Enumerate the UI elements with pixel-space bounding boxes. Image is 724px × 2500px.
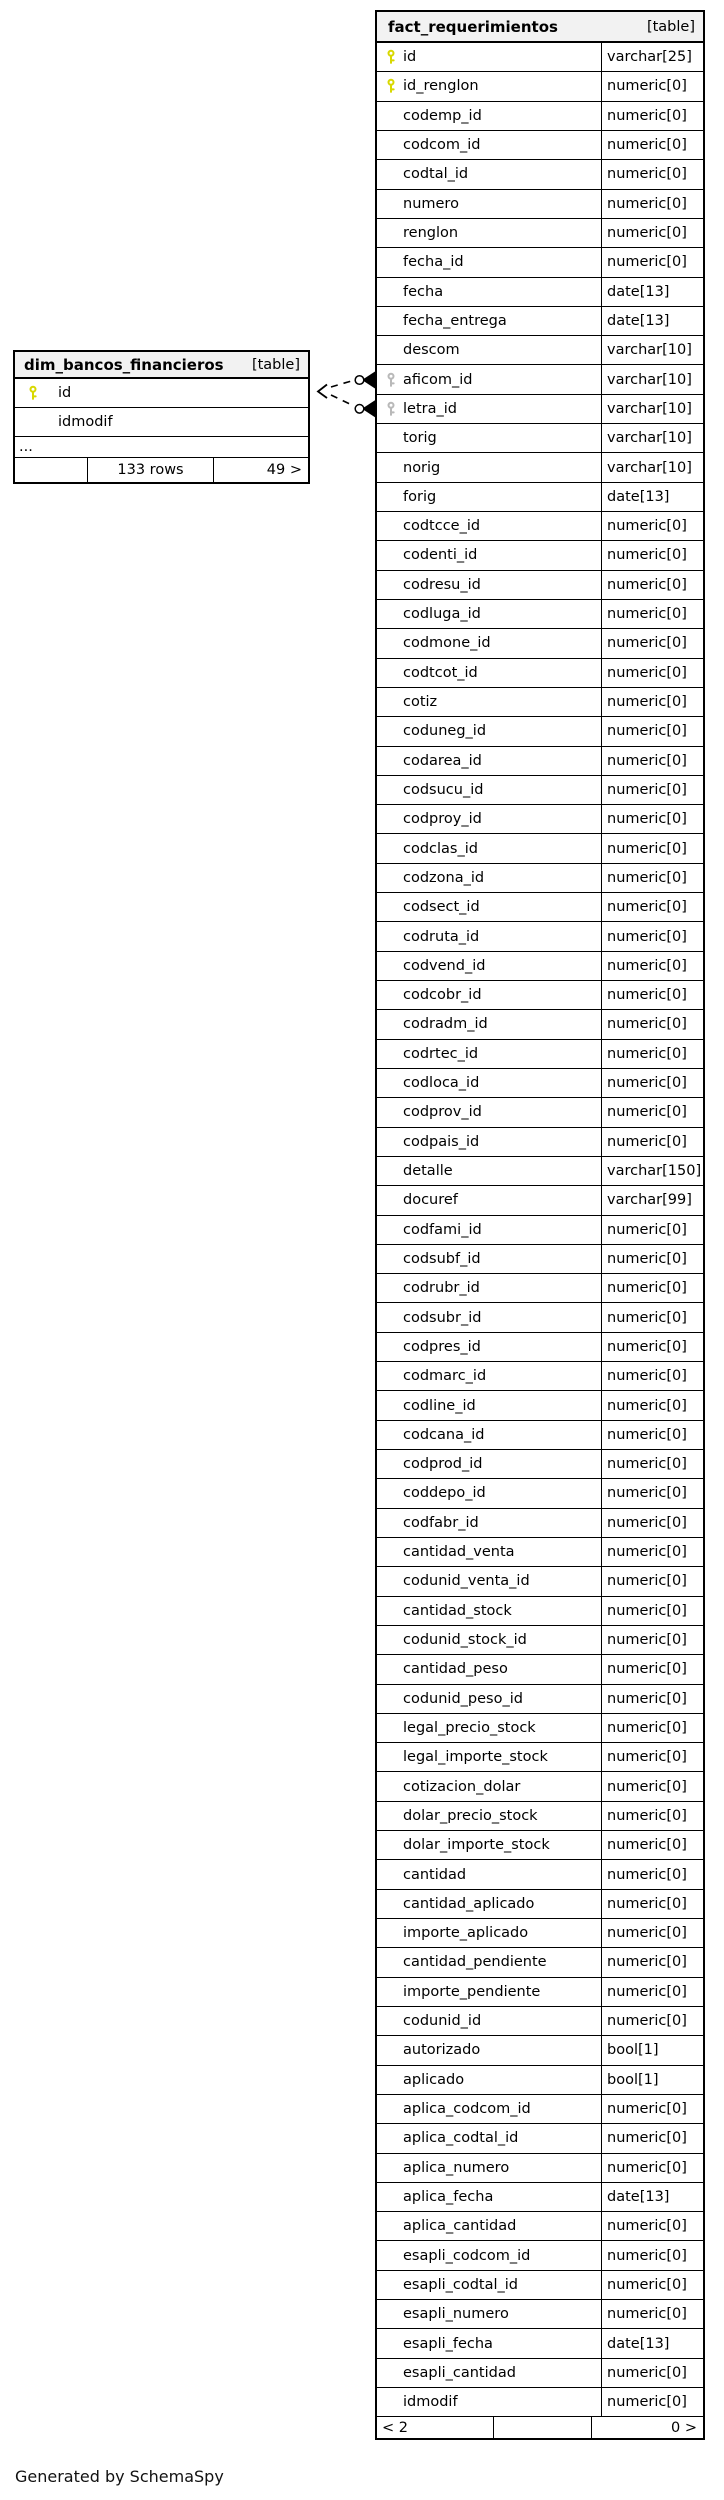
fact-column-row (377, 219, 703, 248)
column-type: numeric[0] (601, 1216, 703, 1244)
fact-column-row (377, 1919, 703, 1948)
column-name: esapli_codcom_id (403, 2247, 531, 2264)
column-type: date[13] (601, 278, 703, 306)
column-name: aplica_codcom_id (403, 2101, 531, 2118)
fact-column-row (377, 629, 703, 658)
fact-column-row (377, 864, 703, 893)
dim-table-footer (15, 458, 308, 482)
column-type: numeric[0] (601, 190, 703, 218)
column-name: codmone_id (403, 635, 491, 652)
fact-column-row (377, 483, 703, 512)
fact-column-row (377, 1802, 703, 1831)
column-name: codradm_id (403, 1016, 488, 1033)
fact-column-row (377, 541, 703, 570)
column-name: codtcot_id (403, 664, 478, 681)
column-name: codruta_id (403, 928, 480, 945)
column-type: varchar[99] (601, 1186, 703, 1214)
fact-column-row (377, 659, 703, 688)
dim-bancos-financieros-table (13, 350, 310, 484)
column-name: importe_aplicado (403, 1925, 529, 1942)
fact-column-row (377, 1860, 703, 1889)
column-type: numeric[0] (601, 893, 703, 921)
column-type: numeric[0] (601, 629, 703, 657)
relationship-connector-aficom (331, 372, 375, 389)
column-name: codcobr_id (403, 987, 482, 1004)
column-type: numeric[0] (601, 248, 703, 276)
fact-column-row (377, 1948, 703, 1977)
column-name: codpais_id (403, 1133, 480, 1150)
column-type: numeric[0] (601, 864, 703, 892)
column-name: id (403, 49, 417, 66)
key-icon (386, 78, 396, 94)
column-name: norig (403, 459, 441, 476)
column-type: date[13] (601, 2183, 703, 2211)
column-type: varchar[10] (601, 395, 703, 423)
column-name: detalle (403, 1163, 453, 1180)
fact-column-row (377, 922, 703, 951)
fact-column-row (377, 1831, 703, 1860)
column-type: numeric[0] (601, 747, 703, 775)
relationship-connector-letra (331, 395, 375, 417)
column-name: codsucu_id (403, 781, 484, 798)
column-type: numeric[0] (601, 131, 703, 159)
fact-column-row (377, 1509, 703, 1538)
fact-column-row (377, 893, 703, 922)
column-name: torig (403, 430, 437, 447)
column-name: esapli_cantidad (403, 2364, 516, 2381)
column-name: descom (403, 342, 460, 359)
fact-column-row (377, 1450, 703, 1479)
column-name: cantidad (403, 1866, 467, 1883)
column-name: codluga_id (403, 606, 481, 623)
fact-column-row (377, 805, 703, 834)
fact-footer-parents-link[interactable]: < 2 (382, 2419, 408, 2436)
column-type: numeric[0] (601, 1333, 703, 1361)
column-type: numeric[0] (601, 2154, 703, 2182)
fact-column-row (377, 1626, 703, 1655)
column-type: varchar[10] (601, 453, 703, 481)
column-type: date[13] (601, 483, 703, 511)
dim-footer-parents (15, 458, 87, 482)
column-name: cotiz (403, 694, 438, 711)
column-type: numeric[0] (601, 1685, 703, 1713)
column-name: codrubr_id (403, 1280, 480, 1297)
column-type: numeric[0] (601, 776, 703, 804)
column-name: dolar_importe_stock (403, 1837, 550, 1854)
column-name: codunid_venta_id (403, 1573, 530, 1590)
dim-table-header (15, 352, 308, 379)
fact-table-footer (377, 2417, 703, 2438)
column-name: codfami_id (403, 1221, 482, 1238)
column-type: numeric[0] (601, 1567, 703, 1595)
fact-column-row (377, 571, 703, 600)
column-name: codproy_id (403, 811, 482, 828)
column-type: numeric[0] (601, 2212, 703, 2240)
column-type: numeric[0] (601, 1802, 703, 1830)
column-type: varchar[10] (601, 336, 703, 364)
fact-column-row (377, 102, 703, 131)
column-name: idmodif (403, 2394, 458, 2411)
fact-table-name[interactable]: fact_requerimientos (388, 17, 558, 36)
column-type: numeric[0] (601, 2388, 703, 2416)
column-type: numeric[0] (601, 1421, 703, 1449)
column-name: codsubr_id (403, 1309, 482, 1326)
column-name: codunid_peso_id (403, 1690, 523, 1707)
column-name: codline_id (403, 1397, 476, 1414)
column-type: numeric[0] (601, 659, 703, 687)
fact-column-row (377, 131, 703, 160)
column-name: aplica_fecha (403, 2188, 494, 2205)
fact-column-row (377, 1010, 703, 1039)
fact-column-row (377, 365, 703, 394)
fact-column-row (377, 1362, 703, 1391)
column-name: codmarc_id (403, 1368, 487, 1385)
column-name: codenti_id (403, 547, 478, 564)
fact-requerimientos-table (375, 10, 705, 2440)
column-name: codprov_id (403, 1104, 482, 1121)
column-type: numeric[0] (601, 1860, 703, 1888)
relationship-source-marker (318, 385, 327, 399)
fact-column-row (377, 72, 703, 101)
column-type: numeric[0] (601, 2359, 703, 2387)
column-type: numeric[0] (601, 1978, 703, 2006)
fact-column-row (377, 43, 703, 72)
column-name: codtcce_id (403, 518, 481, 535)
column-name: codunid_id (403, 2013, 482, 2030)
fact-footer-row-count (493, 2417, 591, 2438)
column-type: numeric[0] (601, 834, 703, 862)
fact-column-row (377, 1714, 703, 1743)
column-type: bool[1] (601, 2066, 703, 2094)
dim-table-name[interactable]: dim_bancos_financieros (24, 355, 224, 374)
column-type: numeric[0] (601, 1597, 703, 1625)
column-type: numeric[0] (601, 922, 703, 950)
column-name: fecha (403, 283, 444, 300)
column-name: codemp_id (403, 107, 482, 124)
fact-column-row (377, 1685, 703, 1714)
column-name: cantidad_aplicado (403, 1895, 535, 1912)
dim-footer-row-count: 133 rows (87, 458, 213, 482)
column-type: numeric[0] (601, 72, 703, 100)
fact-column-row (377, 1597, 703, 1626)
column-type: numeric[0] (601, 541, 703, 569)
column-name: codloca_id (403, 1075, 480, 1092)
column-type: date[13] (601, 307, 703, 335)
fact-column-row (377, 600, 703, 629)
column-type: numeric[0] (601, 1919, 703, 1947)
column-name: codvend_id (403, 957, 486, 974)
column-name: codtal_id (403, 166, 469, 183)
fact-column-row (377, 395, 703, 424)
fact-column-row (377, 1743, 703, 1772)
column-name: autorizado (403, 2042, 481, 2059)
column-name: cantidad_pendiente (403, 1954, 547, 1971)
column-type: numeric[0] (601, 102, 703, 130)
fact-column-row (377, 1128, 703, 1157)
fact-column-row (377, 747, 703, 776)
column-name: cotizacion_dolar (403, 1778, 521, 1795)
column-name: codrtec_id (403, 1045, 479, 1062)
column-type: numeric[0] (601, 2007, 703, 2035)
column-type: numeric[0] (601, 805, 703, 833)
generator-credit: Generated by SchemaSpy (15, 2467, 224, 2486)
column-name: codsect_id (403, 899, 480, 916)
dim-table-tag: [table] (251, 356, 300, 373)
fact-table-header (377, 12, 703, 43)
column-type: numeric[0] (601, 1479, 703, 1507)
column-name: cantidad_venta (403, 1544, 515, 1561)
column-name: fecha_id (403, 254, 464, 271)
fact-column-row (377, 2271, 703, 2300)
column-name: codzona_id (403, 869, 485, 886)
key-icon (28, 385, 38, 401)
fact-column-row (377, 1391, 703, 1420)
column-name: idmodif (58, 414, 113, 430)
column-type: numeric[0] (601, 1714, 703, 1742)
column-name: docuref (403, 1192, 458, 1209)
column-type: numeric[0] (601, 571, 703, 599)
column-name: codpres_id (403, 1338, 481, 1355)
column-name: renglon (403, 225, 459, 242)
fact-column-row (377, 2124, 703, 2153)
column-name: coduneg_id (403, 723, 487, 740)
column-type: numeric[0] (601, 600, 703, 628)
column-name: fecha_entrega (403, 312, 507, 329)
column-name: codclas_id (403, 840, 478, 857)
column-type: numeric[0] (601, 2095, 703, 2123)
column-type: numeric[0] (601, 2241, 703, 2269)
more-columns-indicator: ... (15, 437, 308, 458)
fact-column-row (377, 1098, 703, 1127)
column-type: numeric[0] (601, 1890, 703, 1918)
key-icon (386, 401, 396, 417)
fact-column-row (377, 2359, 703, 2388)
fact-column-row (377, 1772, 703, 1801)
column-name: forig (403, 488, 437, 505)
dim-column-row (15, 408, 308, 437)
column-name: codprod_id (403, 1456, 483, 1473)
column-name: aplica_numero (403, 2159, 510, 2176)
column-type: numeric[0] (601, 1948, 703, 1976)
column-type: numeric[0] (601, 219, 703, 247)
column-name: id (58, 385, 72, 401)
fact-column-row (377, 1567, 703, 1596)
fact-column-row (377, 1978, 703, 2007)
column-name: aficom_id (403, 371, 473, 388)
column-type: numeric[0] (601, 1362, 703, 1390)
fact-column-row (377, 981, 703, 1010)
column-type: numeric[0] (601, 1391, 703, 1419)
fact-footer-children-link[interactable]: 0 > (591, 2417, 703, 2438)
column-type: numeric[0] (601, 1040, 703, 1068)
column-name: dolar_precio_stock (403, 1807, 538, 1824)
column-type: numeric[0] (601, 981, 703, 1009)
column-type: numeric[0] (601, 1743, 703, 1771)
fact-column-row (377, 1479, 703, 1508)
column-name: legal_precio_stock (403, 1719, 536, 1736)
column-type: numeric[0] (601, 2300, 703, 2328)
fact-column-row (377, 1421, 703, 1450)
column-type: numeric[0] (601, 1831, 703, 1859)
column-type: numeric[0] (601, 1655, 703, 1683)
fact-column-row (377, 190, 703, 219)
column-name: cantidad_stock (403, 1602, 512, 1619)
fact-column-row (377, 776, 703, 805)
column-type: numeric[0] (601, 1098, 703, 1126)
column-type: numeric[0] (601, 2271, 703, 2299)
column-name: aplica_cantidad (403, 2218, 517, 2235)
fact-column-row (377, 424, 703, 453)
fact-column-row (377, 2007, 703, 2036)
column-type: numeric[0] (601, 1274, 703, 1302)
fact-column-row (377, 2036, 703, 2065)
column-type: numeric[0] (601, 1010, 703, 1038)
fact-column-row (377, 952, 703, 981)
column-name: esapli_numero (403, 2306, 509, 2323)
column-type: numeric[0] (601, 1303, 703, 1331)
fact-column-row (377, 512, 703, 541)
fact-column-row (377, 336, 703, 365)
fact-column-row (377, 1245, 703, 1274)
column-type: bool[1] (601, 2036, 703, 2064)
column-name: letra_id (403, 400, 457, 417)
fact-column-row (377, 1303, 703, 1332)
fact-column-row (377, 1890, 703, 1919)
fact-column-row (377, 1333, 703, 1362)
fact-column-row (377, 248, 703, 277)
column-name: cantidad_peso (403, 1661, 508, 1678)
column-name: aplica_codtal_id (403, 2130, 519, 2147)
column-name: importe_pendiente (403, 1983, 541, 2000)
fact-column-row (377, 1157, 703, 1186)
dim-column-list (15, 379, 308, 437)
column-name: legal_importe_stock (403, 1749, 548, 1766)
column-name: codfabr_id (403, 1514, 479, 1531)
fact-column-list (377, 43, 703, 2417)
column-name: esapli_codtal_id (403, 2276, 519, 2293)
fact-column-row (377, 2154, 703, 2183)
column-type: numeric[0] (601, 1069, 703, 1097)
dim-footer-children-link[interactable]: 49 > (213, 458, 308, 482)
column-type: numeric[0] (601, 1626, 703, 1654)
fact-column-row (377, 2066, 703, 2095)
fact-column-row (377, 1069, 703, 1098)
fact-column-row (377, 2300, 703, 2329)
fact-column-row (377, 2095, 703, 2124)
fact-column-row (377, 1186, 703, 1215)
column-type: varchar[25] (601, 43, 703, 71)
fact-column-row (377, 2388, 703, 2417)
column-type: varchar[10] (601, 365, 703, 393)
column-name: codunid_stock_id (403, 1632, 527, 1649)
column-name: codresu_id (403, 576, 481, 593)
fact-column-row (377, 1216, 703, 1245)
key-icon (386, 49, 396, 65)
fact-column-row (377, 2212, 703, 2241)
column-type: numeric[0] (601, 512, 703, 540)
column-name: codsubf_id (403, 1250, 481, 1267)
column-name: id_renglon (403, 78, 479, 95)
column-type: numeric[0] (601, 160, 703, 188)
fact-column-row (377, 717, 703, 746)
column-type: date[13] (601, 2329, 703, 2357)
column-type: numeric[0] (601, 688, 703, 716)
column-name: esapli_fecha (403, 2335, 493, 2352)
column-type: numeric[0] (601, 952, 703, 980)
key-icon (386, 372, 396, 388)
column-name: aplicado (403, 2071, 465, 2088)
fact-column-row (377, 1040, 703, 1069)
column-type: varchar[150] (601, 1157, 703, 1185)
dim-column-row (15, 379, 308, 408)
fact-column-row (377, 1274, 703, 1303)
column-name: numero (403, 195, 459, 212)
column-type: numeric[0] (601, 2124, 703, 2152)
column-type: numeric[0] (601, 1538, 703, 1566)
fact-column-row (377, 2241, 703, 2270)
fact-column-row (377, 688, 703, 717)
column-name: codcom_id (403, 137, 481, 154)
fact-column-row (377, 2183, 703, 2212)
fact-column-row (377, 278, 703, 307)
column-type: numeric[0] (601, 1509, 703, 1537)
column-type: varchar[10] (601, 424, 703, 452)
fact-column-row (377, 1655, 703, 1684)
fact-table-tag: [table] (646, 18, 695, 35)
fact-column-row (377, 2329, 703, 2358)
fact-column-row (377, 453, 703, 482)
column-name: codarea_id (403, 752, 482, 769)
fact-column-row (377, 1538, 703, 1567)
column-type: numeric[0] (601, 1128, 703, 1156)
column-type: numeric[0] (601, 1245, 703, 1273)
column-name: codcana_id (403, 1426, 485, 1443)
column-type: numeric[0] (601, 1450, 703, 1478)
column-type: numeric[0] (601, 1772, 703, 1800)
column-type: numeric[0] (601, 717, 703, 745)
fact-column-row (377, 307, 703, 336)
fact-column-row (377, 834, 703, 863)
fact-column-row (377, 160, 703, 189)
column-name: coddepo_id (403, 1485, 486, 1502)
